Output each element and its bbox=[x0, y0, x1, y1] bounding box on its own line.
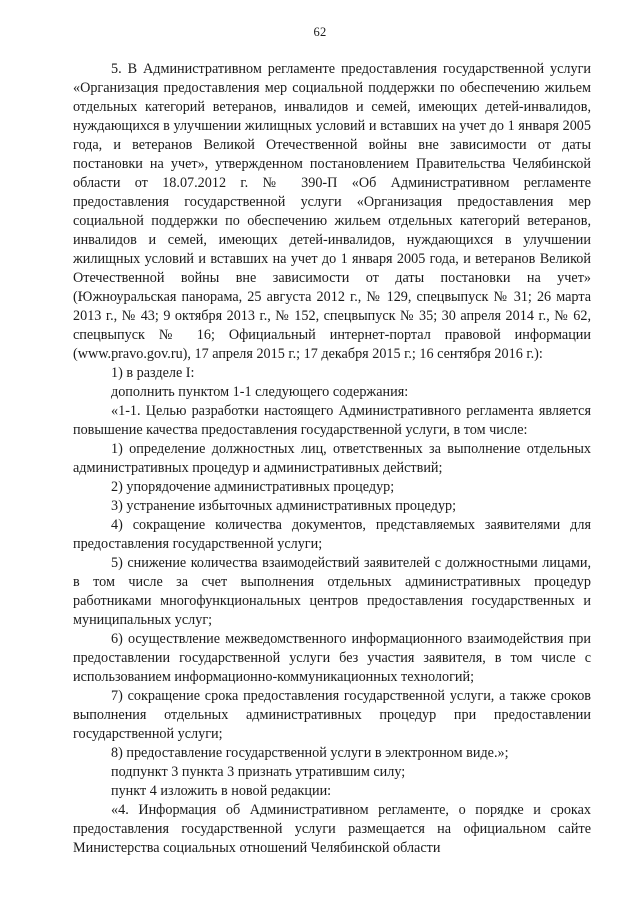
list-item-6: 6) осуществление межведомственного информационного взаимодействия при предоставлении государственной услуги без участия заявителя, в том числе с использованием информационно-коммуникационных технологий; bbox=[73, 631, 591, 685]
paragraph-amendment-intro: 5. В Административном регламенте предоставления государственной услуги «Организация предоставления мер социальной поддержки по обеспечению жильем отдельных категорий ветеранов, инвалидов и семей, имеющих детей-инвалидов, нуждающихся в улучшении жилищных условий и вставших на учет до 1 января 2005 года, и ветеранов Великой Отечественной войны вне зависимости от даты постановки на учет», утвержденном постановлением Правительства Челябинской области от 18.07.2012 г. № 390-П «Об Административном регламенте предоставления государственной услуги «Организация предоставления мер социальной поддержки по обеспечению жильем отдельных категорий ветеранов, инвалидов и семей, имеющих детей-инвалидов, нуждающихся в улучшении жилищных условий и вставших на учет до 1 января 2005 года, и ветеранов Великой Отечественной войны вне зависимости от даты постановки на учет» (Южноуральская панорама, 25 августа 2012 г., № 129, спецвыпуск № 31; 26 марта 2013 г., № 43; 9 октября 2013 г., № 152, спецвыпуск № 35; 30 апреля 2014 г., № 62, спецвыпуск № 16; Официальный интернет-портал правовой информации (www.pravo.gov.ru), 17 апреля 2015 г.; 17 декабря 2015 г.; 16 сентября 2016 г.): bbox=[73, 61, 591, 362]
list-item-4: 4) сокращение количества документов, представляемых заявителями для предоставления государственной услуги; bbox=[73, 517, 591, 552]
list-item-1: 1) определение должностных лиц, ответственных за выполнение отдельных административных процедур и административных действий; bbox=[73, 441, 591, 476]
list-item-5: 5) снижение количества взаимодействий заявителей с должностными лицами, в том числе за счет выполнения отдельных административных процедур работниками многофункциональных центров предоставления государственных и муниципальных услуг; bbox=[73, 555, 591, 628]
list-item-3: 3) устранение избыточных административных процедур; bbox=[111, 498, 457, 514]
document-body bbox=[73, 60, 591, 858]
list-item-8: 8) предоставление государственной услуги в электронном виде.»; bbox=[111, 745, 509, 761]
paragraph-subpoint-3-void: подпункт 3 пункта 3 признать утратившим силу; bbox=[111, 764, 406, 780]
page-number: 62 bbox=[313, 25, 327, 39]
list-item-7: 7) сокращение срока предоставления государственной услуги, а также сроков выполнения отдельных административных процедур при предоставлении государственной услуги; bbox=[73, 688, 591, 742]
paragraph-point-4-text: «4. Информация об Административном регламенте, о порядке и сроках предоставления государственной услуги размещается на официальном сайте Министерства социальных отношений Челябинской области bbox=[73, 802, 591, 856]
paragraph-section-one: 1) в разделе I: bbox=[111, 365, 195, 381]
paragraph-point-1-1: «1-1. Целью разработки настоящего Административного регламента является повышение качества предоставления государственной услуги, в том числе: bbox=[73, 403, 591, 438]
paragraph-point-4-new: пункт 4 изложить в новой редакции: bbox=[111, 783, 332, 799]
list-item-2: 2) упорядочение административных процедур; bbox=[111, 479, 395, 495]
paragraph-add-point: дополнить пунктом 1-1 следующего содержания: bbox=[111, 384, 409, 400]
